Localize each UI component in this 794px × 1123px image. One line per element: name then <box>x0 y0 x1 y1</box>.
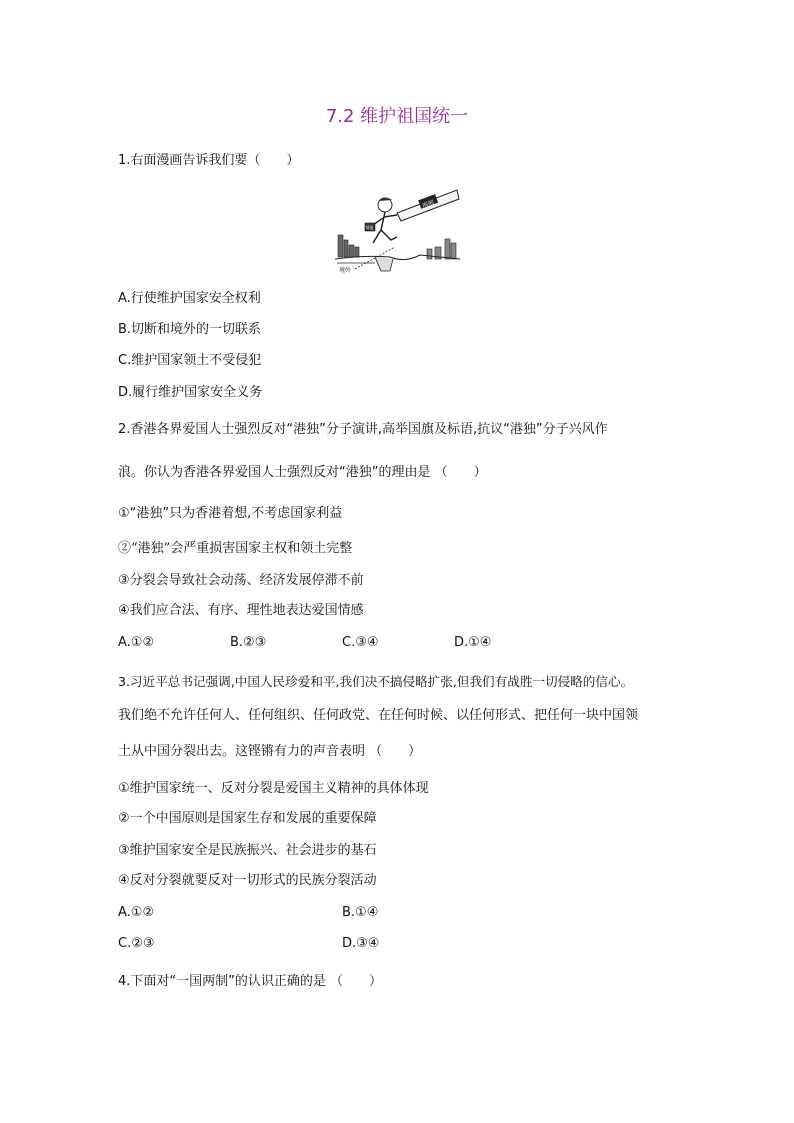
q3-stem-line2: 我们绝不允许任何人、任何组织、任何政党、在任何时候、以任何形式、把任何一块中国领 <box>118 708 639 723</box>
q3-stem-line1: 3.习近平总书记强调,中国人民珍爱和平,我们决不搞侵略扩张,但我们有战胜一切侵略的信心。 <box>118 674 634 689</box>
q1-stem: 1.右面漫画告诉我们要（ ） <box>118 153 300 168</box>
q2-option-a: A.①② <box>118 635 155 650</box>
q3-option-a: A.①② <box>118 905 155 920</box>
q1-option-c: C.维护国家领土不受侵犯 <box>118 353 262 368</box>
page-title: 7.2 维护祖国统一 <box>325 106 469 127</box>
q1-option-a: A.行使维护国家安全权利 <box>118 291 261 306</box>
q3-option-d: D.③④ <box>342 936 380 951</box>
q3-stem-line3: 土从中国分裂出去。这铿锵有力的声音表明 （ ） <box>118 744 422 759</box>
q3-item-1: ①维护国家统一、反对分裂是爱国主义精神的具体体现 <box>118 781 429 796</box>
q1-option-d: D.履行维护国家安全义务 <box>118 385 263 400</box>
cartoon-illustration <box>335 185 460 277</box>
knife-label: 刑刑 <box>421 199 436 210</box>
q2-item-3: ③分裂会导致社会动荡、经济发展停滞不前 <box>118 573 364 588</box>
q3-option-b: B.①④ <box>342 905 379 920</box>
q2-stem-line2: 浪。你认为香港各界爱国人士强烈反对“港独”的理由是 （ ） <box>118 465 487 480</box>
q3-item-2: ②一个中国原则是国家生存和发展的重要保障 <box>118 811 377 826</box>
q2-stem-line1: 2.香港各界爱国人士强烈反对“港独”分子演讲,高举国旗及标语,抗议“港独”分子兴风作 <box>118 422 608 437</box>
border-label: 境外 <box>339 267 352 274</box>
q2-option-c: C.③④ <box>342 635 379 650</box>
q2-option-b: B.②③ <box>230 635 267 650</box>
bag-label: 情报 <box>365 225 374 230</box>
q3-option-c: C.②③ <box>118 936 155 951</box>
q4-stem: 4.下面对“一国两制”的认识正确的是 （ ） <box>118 974 383 989</box>
q3-item-3: ③维护国家安全是民族振兴、社会进步的基石 <box>118 843 377 858</box>
q2-item-2: ②“港独”会严重损害国家主权和领土完整 <box>118 541 353 556</box>
q1-option-b: B.切断和境外的一切联系 <box>118 322 262 337</box>
q2-item-4: ④我们应合法、有序、理性地表达爱国情感 <box>118 603 364 618</box>
q2-option-d: D.①④ <box>454 635 492 650</box>
q3-item-4: ④反对分裂就要反对一切形式的民族分裂活动 <box>118 873 377 888</box>
q2-item-1: ①“港独”只为香港着想,不考虑国家利益 <box>118 506 343 521</box>
